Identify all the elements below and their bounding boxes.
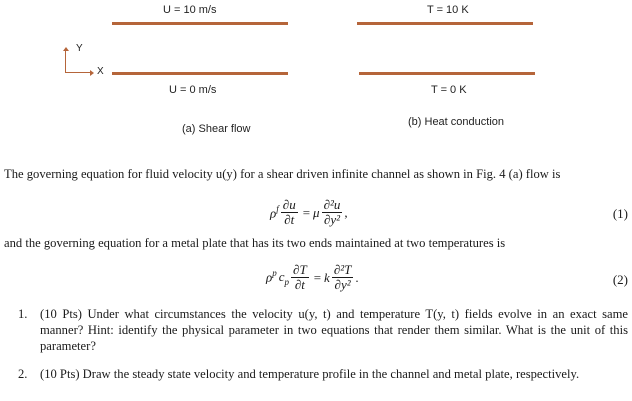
y-axis-label: Y bbox=[76, 43, 83, 54]
d2T-dy2: $\frac{\text{∂²T}}{\text{∂y²}}$ bbox=[333, 262, 352, 292]
y-arrow-icon bbox=[63, 47, 69, 51]
y-axis bbox=[65, 50, 66, 73]
rho-f: $\rho^f$ bbox=[270, 203, 279, 221]
heat-top-wall bbox=[357, 22, 533, 25]
shear-bottom-label: U = 0 m/s bbox=[169, 84, 217, 96]
heat-top-label: T = 10 K bbox=[427, 4, 469, 16]
question-1: 1. (10 Pts) Under what circumstances the velocity u(y, t) and temperature T(y, t) fields evolve in an exact same manner? Hint: identify the physical parameter in two equations that render them similar. What is the unit of this parameter? bbox=[18, 307, 628, 353]
d2u-dy2: $\frac{\text{∂²u}}{\text{∂y²}}$ bbox=[323, 197, 341, 227]
shear-bottom-wall bbox=[112, 72, 288, 75]
heat-caption: (b) Heat conduction bbox=[408, 116, 504, 128]
heat-bottom-label: T = 0 K bbox=[431, 84, 467, 96]
x-arrow-icon bbox=[90, 70, 94, 76]
x-axis-label: X bbox=[97, 66, 104, 77]
equation-2-number: (2) bbox=[612, 272, 628, 287]
equation-1-number: (1) bbox=[612, 206, 628, 221]
question-2: 2. (10 Pts) Draw the steady state velocity and temperature profile in the channel and metal plate, respectively. bbox=[18, 367, 580, 381]
du-dt: $\frac{\partial u}{\partial t}$ bbox=[282, 197, 296, 227]
shear-top-label: U = 10 m/s bbox=[163, 4, 217, 16]
intro-paragraph: The governing equation for fluid velocity u(y) for a shear driven infinite channel as shown in Fig. 4 (a) flow is bbox=[4, 167, 561, 181]
middle-paragraph: and the governing equation for a metal plate that has its two ends maintained at two temperatures is bbox=[4, 236, 506, 250]
equation-2: $\rho^p$ $c_p$ $\frac{\partial T}{\partial t}$ = k $\frac{\text{∂²T}}{\text{∂y²}}$ . bbox=[266, 262, 359, 292]
shear-caption: (a) Shear flow bbox=[182, 123, 251, 135]
equation-1: $\rho^f$ $\frac{\partial u}{\partial t}$ = μ $\frac{\text{∂²u}}{\text{∂y²}}$ , bbox=[270, 197, 348, 227]
shear-top-wall bbox=[112, 22, 288, 25]
heat-bottom-wall bbox=[359, 72, 535, 75]
x-axis bbox=[65, 72, 91, 73]
dT-dt: $\frac{\partial T}{\partial t}$ bbox=[293, 262, 307, 292]
rho-p-cp: $\rho^p$ $c_p$ bbox=[266, 268, 290, 287]
